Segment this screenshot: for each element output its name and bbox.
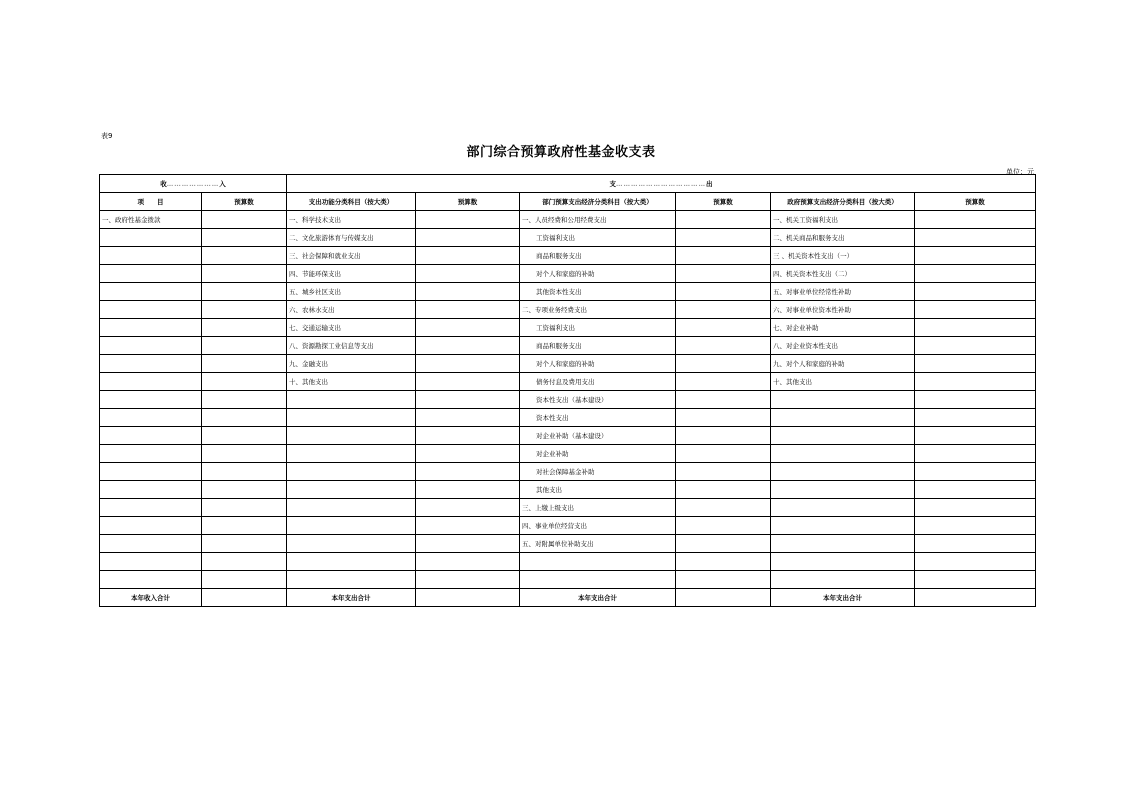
- table-cell: [771, 463, 915, 481]
- table-row: [100, 481, 1036, 499]
- table-cell: [100, 355, 202, 373]
- table-cell: [771, 571, 915, 589]
- table-cell: [915, 391, 1036, 409]
- table-cell: [676, 229, 771, 247]
- table-cell: [771, 427, 915, 445]
- table-cell: [771, 517, 915, 535]
- table-cell: [287, 391, 416, 409]
- table-cell: [915, 265, 1036, 283]
- table-cell: [915, 301, 1036, 319]
- unit-label: 单位：元: [1006, 168, 1034, 176]
- func-item: 三、社会保障和就业支出: [287, 247, 416, 265]
- table-cell: [202, 373, 287, 391]
- col-header-budget: 预算数: [915, 193, 1036, 211]
- table-cell: [202, 319, 287, 337]
- table-cell: [771, 553, 915, 571]
- table-row: [100, 283, 1036, 301]
- table-cell: [202, 211, 287, 229]
- table-cell: [915, 445, 1036, 463]
- table-cell: [915, 427, 1036, 445]
- table-row: [100, 211, 1036, 229]
- table-row: [100, 517, 1036, 535]
- table-cell: [676, 319, 771, 337]
- table-cell: [915, 355, 1036, 373]
- table-cell: [416, 589, 520, 607]
- table-cell: [100, 481, 202, 499]
- gov-item: 三 、机关资本性支出（一）: [771, 247, 915, 265]
- table-cell: [416, 229, 520, 247]
- dept-item: 其他支出: [520, 481, 676, 499]
- table-cell: [676, 427, 771, 445]
- dept-item: 工资福利支出: [520, 229, 676, 247]
- table-cell: [202, 481, 287, 499]
- table-cell: [771, 481, 915, 499]
- table-cell: [676, 283, 771, 301]
- table-cell: [676, 481, 771, 499]
- table-cell: [287, 463, 416, 481]
- table-cell: [100, 409, 202, 427]
- func-item: 八、资源勘探工业信息等支出: [287, 337, 416, 355]
- table-cell: [416, 553, 520, 571]
- table-row: [100, 463, 1036, 481]
- gov-item: 七、对企业补助: [771, 319, 915, 337]
- table-cell: [202, 517, 287, 535]
- table-row: [100, 229, 1036, 247]
- table-cell: [100, 373, 202, 391]
- dept-item: 商品和服务支出: [520, 247, 676, 265]
- table-cell: [676, 535, 771, 553]
- table-cell: [416, 265, 520, 283]
- table-cell: [676, 517, 771, 535]
- total-income-label: 本年收入合计: [100, 589, 202, 607]
- total-expense-label: 本年支出合计: [771, 589, 915, 607]
- table-cell: [202, 247, 287, 265]
- dept-item: 对个人和家庭的补助: [520, 265, 676, 283]
- table-cell: [915, 337, 1036, 355]
- gov-item: 九、对个人和家庭的补助: [771, 355, 915, 373]
- dept-item: 商品和服务支出: [520, 337, 676, 355]
- table-cell: [100, 319, 202, 337]
- table-row: [100, 535, 1036, 553]
- budget-table: [99, 174, 1036, 607]
- gov-item: 四、机关资本性支出（二）: [771, 265, 915, 283]
- table-cell: [416, 499, 520, 517]
- col-header-func: 支出功能分类科目（按大类）: [287, 193, 416, 211]
- table-cell: [676, 211, 771, 229]
- table-row: [100, 319, 1036, 337]
- col-header-item: 项 目: [100, 193, 202, 211]
- func-item: 九、金融支出: [287, 355, 416, 373]
- gov-item: 二、机关商品和服务支出: [771, 229, 915, 247]
- table-cell: [416, 463, 520, 481]
- expense-header: 支………………………………出: [287, 175, 1036, 193]
- table-cell: [915, 589, 1036, 607]
- table-cell: [202, 337, 287, 355]
- gov-item: 五、对事业单位经常性补助: [771, 283, 915, 301]
- table-cell: [676, 247, 771, 265]
- table-cell: [676, 499, 771, 517]
- table-cell: [771, 391, 915, 409]
- table-cell: [771, 499, 915, 517]
- table-cell: [771, 409, 915, 427]
- table-cell: [416, 481, 520, 499]
- table-cell: [915, 499, 1036, 517]
- table-cell: [416, 373, 520, 391]
- table-cell: [416, 409, 520, 427]
- table-cell: [915, 409, 1036, 427]
- table-row: [100, 391, 1036, 409]
- table-cell: [676, 445, 771, 463]
- dept-item: 对企业补助: [520, 445, 676, 463]
- table-row: [100, 337, 1036, 355]
- table-row: [100, 445, 1036, 463]
- table-cell: [915, 283, 1036, 301]
- table-cell: [100, 391, 202, 409]
- gov-item: 一、机关工资福利支出: [771, 211, 915, 229]
- table-cell: [287, 571, 416, 589]
- table-cell: [676, 355, 771, 373]
- total-row: [100, 589, 1036, 607]
- dept-item: 工资福利支出: [520, 319, 676, 337]
- table-row: [100, 265, 1036, 283]
- col-header-dept-econ: 部门预算支出经济分类科目（按大类）: [520, 193, 676, 211]
- table-cell: [100, 571, 202, 589]
- table-cell: [100, 463, 202, 481]
- col-header-budget: 预算数: [202, 193, 287, 211]
- table-cell: [202, 445, 287, 463]
- table-cell: [676, 373, 771, 391]
- table-cell: [202, 391, 287, 409]
- table-number: 表9: [101, 132, 113, 140]
- table-cell: [416, 445, 520, 463]
- dept-item: 四、事业单位经营支出: [520, 517, 676, 535]
- gov-item: 八、对企业资本性支出: [771, 337, 915, 355]
- table-cell: [416, 337, 520, 355]
- table-cell: [287, 445, 416, 463]
- total-expense-label: 本年支出合计: [287, 589, 416, 607]
- table-cell: [100, 337, 202, 355]
- dept-item: 三、上缴上级支出: [520, 499, 676, 517]
- func-item: 十、其他支出: [287, 373, 416, 391]
- table-row: [100, 373, 1036, 391]
- func-item: 二、文化旅游体育与传媒支出: [287, 229, 416, 247]
- table-cell: [915, 553, 1036, 571]
- table-cell: [100, 499, 202, 517]
- func-item: 一、科学技术支出: [287, 211, 416, 229]
- table-cell: [416, 355, 520, 373]
- table-cell: [202, 427, 287, 445]
- table-row: [100, 571, 1036, 589]
- income-header: 收…………………入: [100, 175, 287, 193]
- func-item: 四、节能环保支出: [287, 265, 416, 283]
- table-cell: [100, 535, 202, 553]
- table-cell: [676, 391, 771, 409]
- func-item: 六、农林水支出: [287, 301, 416, 319]
- table-cell: [416, 319, 520, 337]
- table-cell: [676, 265, 771, 283]
- table-cell: [676, 463, 771, 481]
- table-cell: [915, 211, 1036, 229]
- table-cell: [676, 571, 771, 589]
- dept-item: 一、人员经费和公用经费支出: [520, 211, 676, 229]
- table-row: [100, 355, 1036, 373]
- dept-item: 二、专项业务经费支出: [520, 301, 676, 319]
- table-row: [100, 553, 1036, 571]
- table-cell: [100, 517, 202, 535]
- table-cell: [520, 571, 676, 589]
- page-title: 部门综合预算政府性基金收支表: [466, 145, 656, 160]
- col-header-budget: 预算数: [676, 193, 771, 211]
- table-cell: [416, 211, 520, 229]
- col-header-budget: 预算数: [416, 193, 520, 211]
- table-cell: [287, 499, 416, 517]
- table-cell: [915, 571, 1036, 589]
- table-cell: [287, 409, 416, 427]
- table-cell: [202, 409, 287, 427]
- table-cell: [676, 337, 771, 355]
- table-cell: [676, 409, 771, 427]
- table-row: [100, 409, 1036, 427]
- table-cell: [915, 481, 1036, 499]
- table-cell: [771, 445, 915, 463]
- table-cell: [202, 499, 287, 517]
- table-cell: [915, 463, 1036, 481]
- table-cell: [915, 517, 1036, 535]
- table-cell: [202, 589, 287, 607]
- table-cell: [287, 427, 416, 445]
- dept-item: 债务付息及费用支出: [520, 373, 676, 391]
- func-item: 七、交通运输支出: [287, 319, 416, 337]
- table-row: [100, 499, 1036, 517]
- dept-item: 对企业补助（基本建设）: [520, 427, 676, 445]
- table-cell: [287, 481, 416, 499]
- table-cell: [771, 535, 915, 553]
- func-item: 五、城乡社区支出: [287, 283, 416, 301]
- table-cell: [100, 265, 202, 283]
- dept-item: 资本性支出: [520, 409, 676, 427]
- table-cell: [676, 301, 771, 319]
- table-cell: [416, 427, 520, 445]
- table-cell: [202, 283, 287, 301]
- dept-item: 五、对附属单位补助支出: [520, 535, 676, 553]
- table-cell: [202, 355, 287, 373]
- table-cell: [416, 535, 520, 553]
- table-row: [100, 427, 1036, 445]
- table-cell: [915, 229, 1036, 247]
- dept-item: 资本性支出（基本建设）: [520, 391, 676, 409]
- table-cell: [202, 229, 287, 247]
- table-cell: [676, 553, 771, 571]
- table-cell: [416, 283, 520, 301]
- col-header-gov-econ: 政府预算支出经济分类科目（按大类）: [771, 193, 915, 211]
- header-row-2: [100, 193, 1036, 211]
- table-cell: [202, 571, 287, 589]
- table-cell: [915, 535, 1036, 553]
- table-cell: [202, 463, 287, 481]
- table-cell: [416, 301, 520, 319]
- table-cell: [100, 283, 202, 301]
- table-cell: [287, 553, 416, 571]
- table-cell: [202, 265, 287, 283]
- table-cell: [202, 535, 287, 553]
- gov-item: 六、对事业单位资本性补助: [771, 301, 915, 319]
- table-cell: [520, 553, 676, 571]
- table-cell: [100, 553, 202, 571]
- table-cell: [100, 229, 202, 247]
- dept-item: 对社会保障基金补助: [520, 463, 676, 481]
- table-cell: [676, 589, 771, 607]
- table-cell: [416, 247, 520, 265]
- gov-item: 十、其他支出: [771, 373, 915, 391]
- table-cell: [202, 553, 287, 571]
- table-cell: [915, 319, 1036, 337]
- dept-item: 对个人和家庭的补助: [520, 355, 676, 373]
- header-row-1: [100, 175, 1036, 193]
- table-cell: [100, 247, 202, 265]
- table-cell: [287, 535, 416, 553]
- dept-item: 其他资本性支出: [520, 283, 676, 301]
- table-cell: [416, 571, 520, 589]
- table-cell: [100, 301, 202, 319]
- table-cell: [100, 445, 202, 463]
- table-cell: [416, 517, 520, 535]
- income-item: 一、政府性基金拨款: [100, 211, 202, 229]
- table-cell: [287, 517, 416, 535]
- table-row: [100, 247, 1036, 265]
- table-row: [100, 301, 1036, 319]
- table-cell: [202, 301, 287, 319]
- table-cell: [915, 247, 1036, 265]
- table-cell: [915, 373, 1036, 391]
- table-cell: [416, 391, 520, 409]
- table-cell: [100, 427, 202, 445]
- total-expense-label: 本年支出合计: [520, 589, 676, 607]
